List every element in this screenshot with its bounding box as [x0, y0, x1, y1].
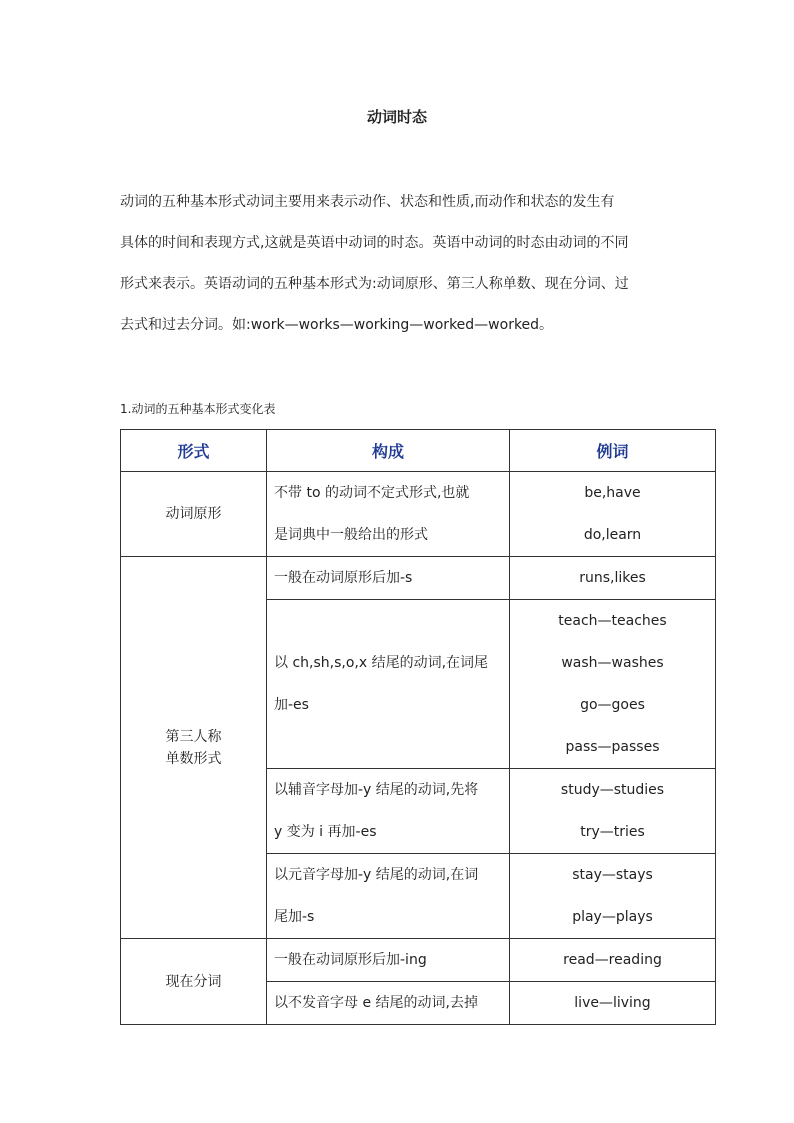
example-cell: [510, 854, 716, 939]
rule-cell: [267, 939, 510, 982]
form-label-line: 单数形式: [165, 750, 222, 767]
rule-line: 是词典中一般给出的形式: [274, 527, 428, 543]
example-line: live—living: [574, 995, 651, 1011]
example-cell: [510, 472, 716, 557]
intro-line: 动词的五种基本形式动词主要用来表示动作、状态和性质,而动作和状态的发生有: [120, 194, 615, 210]
form-third-person: [121, 557, 267, 939]
table-row: [121, 939, 716, 982]
example-line: teach—teaches: [558, 613, 667, 629]
example-line: pass—passes: [565, 739, 660, 755]
example-line: wash—washes: [561, 655, 664, 671]
rule-line: 尾加-s: [274, 909, 315, 925]
rule-cell: [267, 769, 510, 854]
rule-line: 以元音字母加-y 结尾的动词,在词: [274, 867, 479, 883]
example-line: play—plays: [572, 909, 653, 925]
example-line: be,have: [584, 485, 641, 501]
example-cell: [510, 982, 716, 1025]
header-form: 形式: [121, 430, 267, 472]
example-line: try—tries: [580, 824, 645, 840]
rule-line: y 变为 i 再加-es: [274, 824, 377, 840]
example-line: go—goes: [580, 697, 645, 713]
page-title: 动词时态: [366, 108, 427, 126]
table-row: [121, 472, 716, 557]
example-line: stay—stays: [572, 867, 653, 883]
rule-line: 以 ch,sh,s,o,x 结尾的动词,在词尾: [274, 655, 489, 671]
rule-line: 加-es: [274, 697, 309, 713]
table-header-row: [121, 430, 716, 472]
intro-paragraph: [120, 191, 680, 355]
rule-cell: [267, 557, 510, 600]
intro-line: 形式来表示。英语动词的五种基本形式为:动词原形、第三人称单数、现在分词、过: [120, 276, 629, 292]
intro-line: 具体的时间和表现方式,这就是英语中动词的时态。英语中动词的时态由动词的不同: [120, 235, 629, 251]
rule-line: 以不发音字母 e 结尾的动词,去掉: [274, 995, 478, 1011]
rule-cell: [267, 600, 510, 769]
rule-cell: [267, 854, 510, 939]
rule-line: 不带 to 的动词不定式形式,也就: [274, 485, 470, 501]
table-caption: 1.动词的五种基本形式变化表: [120, 402, 276, 416]
form-base: 动词原形: [121, 472, 267, 557]
example-line: read—reading: [563, 952, 662, 968]
example-cell: [510, 557, 716, 600]
form-present-participle: 现在分词: [121, 939, 267, 1025]
example-cell: [510, 939, 716, 982]
table-row: [121, 557, 716, 600]
intro-line: 去式和过去分词。如:work—works—working—worked—worked。: [120, 317, 554, 333]
rule-cell: [267, 982, 510, 1025]
rule-line: 一般在动词原形后加-ing: [274, 952, 427, 968]
example-cell: [510, 600, 716, 769]
rule-line: 一般在动词原形后加-s: [274, 570, 413, 586]
verb-forms-table: [120, 429, 716, 1025]
form-label-line: 第三人称: [165, 728, 222, 745]
example-cell: [510, 769, 716, 854]
rule-line: 以辅音字母加-y 结尾的动词,先将: [274, 782, 479, 798]
header-rule: 构成: [267, 430, 510, 472]
rule-cell: [267, 472, 510, 557]
example-line: do,learn: [583, 527, 642, 543]
header-example: 例词: [510, 430, 716, 472]
example-line: runs,likes: [579, 570, 646, 586]
example-line: study—studies: [560, 782, 665, 798]
